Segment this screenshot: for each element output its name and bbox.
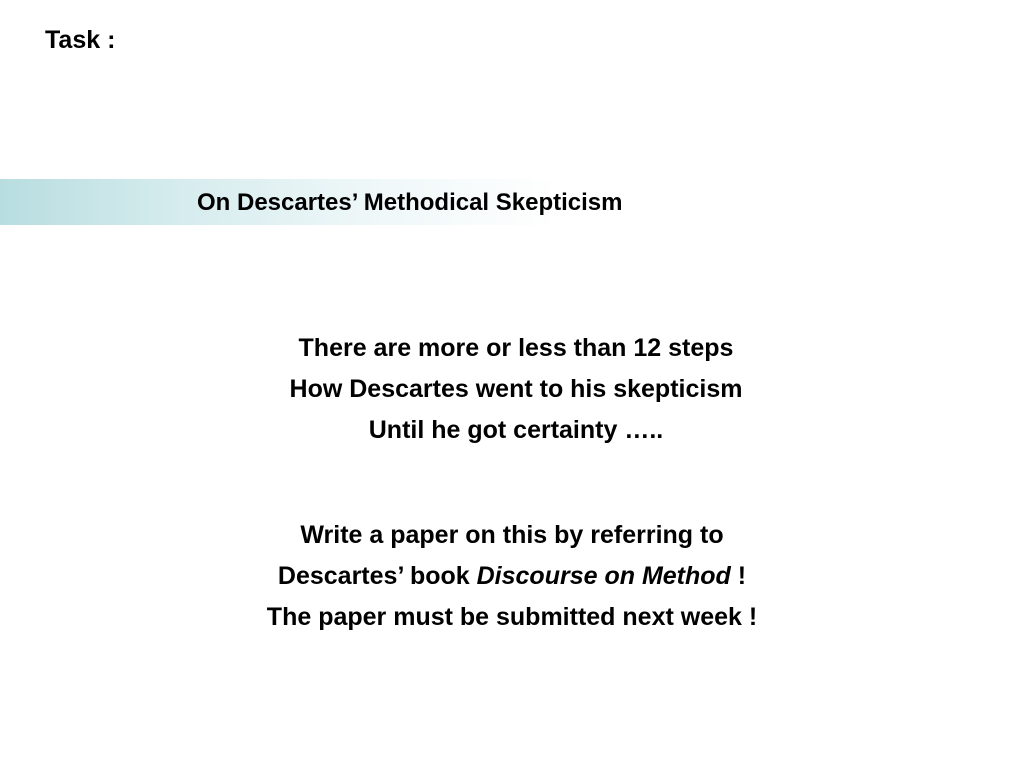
assignment-line-2-prefix: Descartes’ book bbox=[277, 562, 477, 590]
assignment-line-2 bbox=[0, 559, 1024, 600]
slide-subtitle: On Descartes’ Methodical Skepticism bbox=[197, 189, 623, 216]
assignment-line-3: The paper must be submitted next week ! bbox=[266, 603, 758, 631]
steps-line-1: There are more or less than 12 steps bbox=[298, 334, 734, 362]
steps-line-3: Until he got certainty ….. bbox=[368, 416, 664, 444]
steps-line-2: How Descartes went to his skepticism bbox=[289, 375, 743, 403]
assignment-text-block bbox=[0, 518, 1024, 641]
steps-text-block bbox=[0, 331, 1024, 454]
assignment-line-2-suffix: ! bbox=[730, 562, 747, 590]
task-heading: Task : bbox=[45, 26, 116, 54]
book-title: Discourse on Method bbox=[476, 562, 731, 590]
assignment-line-1: Write a paper on this by referring to bbox=[300, 521, 724, 549]
